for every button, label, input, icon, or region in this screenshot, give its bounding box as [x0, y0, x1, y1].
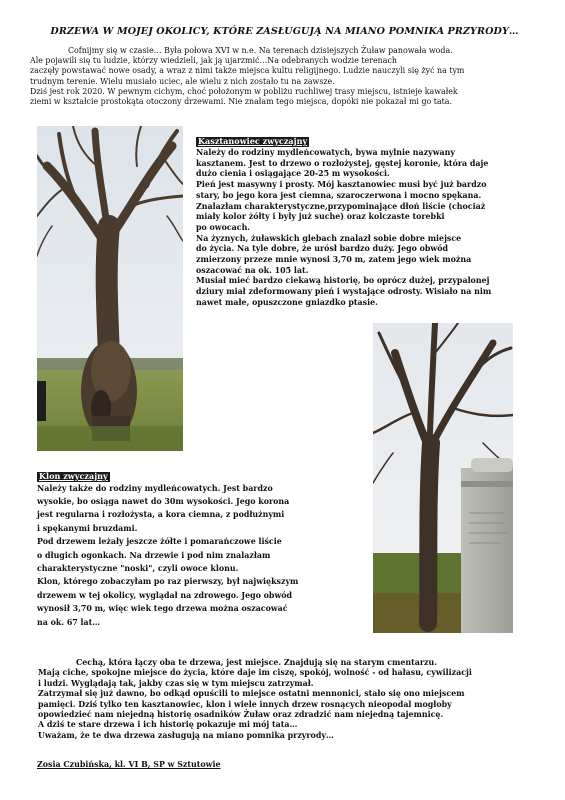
text-line: Klon, którego zobaczyłam po raz pierwszy, był największym: [37, 577, 299, 587]
text-line: dużo cienia i osiągające 20-25 m wysokości.: [196, 169, 390, 179]
conclusion-line: A dziś te stare drzewa i ich historię pokazuje mi mój tata…: [38, 720, 298, 730]
maple-description: [37, 482, 357, 629]
section-heading-maple: Klon zwyczajny: [39, 471, 108, 481]
intro-line: Dziś jest rok 2020. W pewnym cichym, choć położonym w pobliżu ruchliwej trasy miejscu, istnieje kawałek: [30, 86, 458, 96]
text-line: na ok. 67 lat…: [37, 617, 101, 627]
intro-line: ziemi w kształcie prostokąta otoczony drzewami. Nie znałam tego miejsca, dopóki nie pokazał mi go tata.: [30, 97, 453, 107]
conclusion-line: Zatrzymał się już dawno, bo odkąd opuścili to miejsce ostatni mennonici, stało się ono miejscem: [38, 689, 465, 699]
text-line: Pod drzewem leżały jeszcze żółte i pomarańczowe liście: [37, 537, 282, 547]
text-line: zmierzony przeze mnie wynosi 3,70 m, zatem jego wiek można: [196, 255, 472, 265]
text-line: Musiał mieć bardzo ciekawą historię, bo oprócz dużej, przypalonej: [196, 276, 490, 286]
chestnut-description: [196, 148, 546, 309]
conclusion-line: Cechą, która łączy oba te drzewa, jest miejsce. Znajdują się na starym cmentarzu.: [76, 658, 437, 667]
text-line: wynosił 3,70 m, więc wiek tego drzewa można oszacować: [37, 604, 288, 614]
page-title: DRZEWA W MOJEJ OKOLICY, KTÓRE ZASŁUGUJĄ NA MIANO POMNIKA PRZYRODY…: [50, 26, 519, 37]
intro-line: zaczęły powstawać nowe osady, a wraz z nimi także miejsca kultu religijnego. Ludzie nauczyli się żyć na tym: [30, 66, 465, 76]
chestnut-section: [196, 129, 546, 309]
conclusion-line: pamięci. Dziś tylko ten kasztanowiec, klon i wiele innych drzew rosnących nieopodal mogłoby: [38, 699, 452, 709]
text-line: oszacować na ok. 105 lat.: [196, 265, 309, 275]
text-line: o długich ogonkach. Na drzewie i pod nim znalazłam: [37, 550, 271, 560]
maple-section: [37, 467, 357, 629]
maple-tree-photo: [373, 323, 513, 633]
text-line: kasztanem. Jest to drzewo o rozłożystej, gęstej koronie, która daje: [196, 158, 489, 168]
text-line: Należy do rodziny mydleńcowatych, bywa mylnie nazywany: [196, 148, 455, 157]
text-line: wysokie, bo osiąga nawet do 30m wysokości. Jego korona: [37, 496, 290, 506]
intro-paragraph: [30, 46, 542, 107]
text-line: po owocach.: [196, 222, 251, 232]
text-line: stary, bo jego kora jest ciemna, szaroczerwona i mocno spękana.: [196, 190, 482, 200]
conclusion-line: Mają ciche, spokojne miejsce do życia, które daje im ciszę, spokój, wolność - od hałasu, cywilizacji: [38, 668, 472, 678]
intro-line: Ale pojawili się tu ludzie, którzy wiedzieli, jak ją ujarzmić…Na odebranych wodzie terenach: [30, 56, 397, 66]
intro-line: Cofnijmy się w czasie… Była połowa XVI w n.e. Na terenach dzisiejszych Żuław panowała woda.: [68, 46, 453, 55]
text-line: miały kolor żółty i były już suche) oraz kolczaste torebki: [196, 212, 445, 222]
text-line: Znalazłam charakterystyczne,przypominające dłoń liście (chociaż: [196, 201, 486, 211]
text-line: jest regularna i rozłożysta, a kora ciemna, z podłużnymi: [37, 510, 285, 520]
text-line: i spękanymi bruzdami.: [37, 523, 138, 533]
section-heading-chestnut: Kasztanowiec zwyczajny: [198, 136, 308, 146]
conclusion-paragraph: [38, 658, 548, 741]
text-line: Pień jest masywny i prosty. Mój kasztanowiec musi być już bardzo: [196, 180, 487, 190]
conclusion-line: Uważam, że te dwa drzewa zasługują na miano pomnika przyrody…: [38, 730, 334, 740]
conclusion-line: opowiedzieć nam niejedną historię osadników Żuław oraz zdradzić nam niejedną tajemnicę.: [38, 710, 444, 720]
text-line: nawet małe, opuszczone gniazdko ptasie.: [196, 297, 378, 307]
text-line: dziury miał zdeformowany pień i wystające odrosty. Wisiało na nim: [196, 287, 492, 297]
text-line: do życia. Na tyle dobre, że urósł bardzo duży. Jego obwód: [196, 244, 449, 254]
text-line: drzewem w tej okolicy, wyglądał na zdrowego. Jego obwód: [37, 590, 293, 600]
intro-line: trudnym terenie. Wielu musiało uciec, ale wielu z nich zostało tu na zawsze.: [30, 76, 335, 86]
text-line: Na żyznych, żuławskich glebach znalazł sobie dobre miejsce: [196, 233, 462, 243]
chestnut-tree-photo: [37, 126, 183, 451]
conclusion-line: i ludzi. Wyglądają tak, jakby czas się w tym miejscu zatrzymał.: [38, 678, 314, 688]
text-line: Należy także do rodziny mydleńcowatych. Jest bardzo: [37, 483, 273, 493]
text-line: charakterystyczne "noski", czyli owoce klonu.: [37, 563, 239, 573]
author-signature: Zosia Czubińska, kl. VI B, SP w Sztutowie: [37, 760, 221, 769]
